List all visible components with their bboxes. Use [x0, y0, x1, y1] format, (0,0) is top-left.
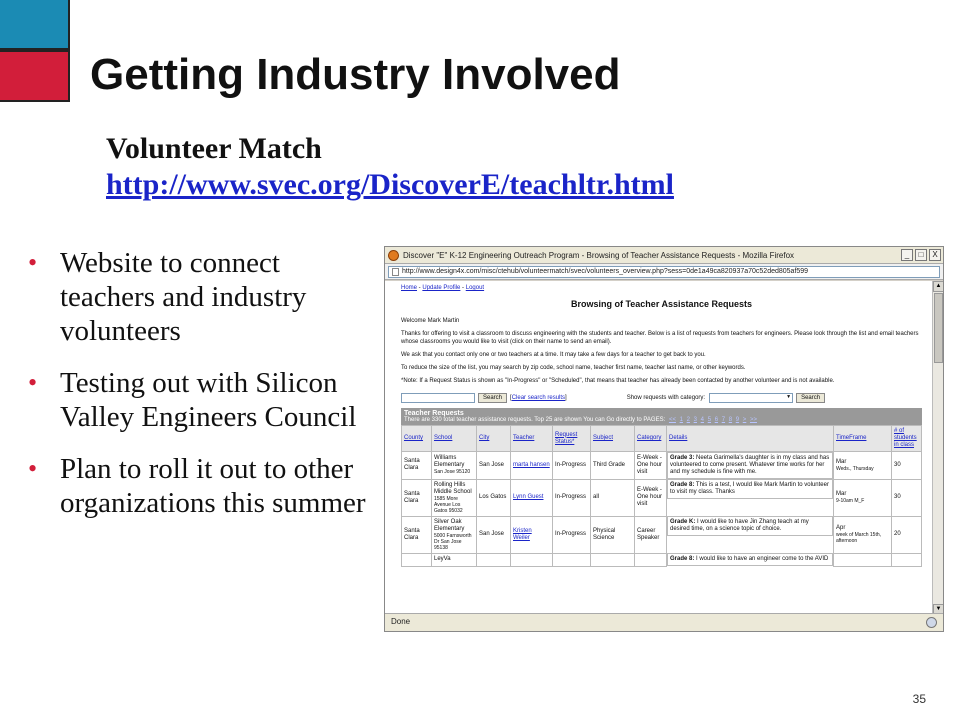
page-link-first[interactable]: <<: [668, 417, 676, 423]
maximize-button[interactable]: □: [915, 249, 927, 261]
status-text: Done: [391, 617, 411, 626]
column-header-county[interactable]: County: [404, 435, 424, 441]
bullet-dot-icon: •: [28, 368, 38, 397]
page-number: 35: [912, 692, 926, 706]
bullet-item: • Testing out with Silicon Valley Engineers Council: [28, 367, 357, 433]
search-input[interactable]: [401, 393, 475, 403]
page-link[interactable]: 6: [714, 417, 719, 423]
column-header-category[interactable]: Category: [637, 435, 662, 441]
firefox-icon: [388, 250, 399, 261]
home-link[interactable]: Home: [401, 285, 418, 291]
welcome-text: Welcome Mark Martin: [401, 318, 460, 324]
browser-titlebar: [385, 247, 943, 264]
close-button[interactable]: X: [929, 249, 941, 261]
url-text: http://www.design4x.com/misc/ctehub/volunteermatch/svec/volunteers_overview.php?sess=0de1a49ca820937a70c52ded805af599: [402, 267, 809, 275]
teacher-email-link[interactable]: Lynn Guest: [513, 494, 544, 500]
note-text: *Note: If a Request Status is shown as "In-Progress" or "Scheduled", that means that teacher has already been contacted by another volunteer and is not available.: [401, 378, 835, 384]
logout-link[interactable]: Logout: [465, 285, 485, 291]
category-select[interactable]: [709, 393, 793, 403]
page-content: [385, 281, 932, 615]
slide-subtitle: Volunteer Match: [106, 132, 322, 165]
page-link[interactable]: 2: [686, 417, 690, 423]
chevron-down-icon: ▼: [786, 394, 792, 400]
column-header-school[interactable]: School: [434, 435, 453, 441]
page-link-next[interactable]: >: [742, 417, 747, 423]
security-icon: [926, 617, 937, 628]
minimize-button[interactable]: _: [901, 249, 913, 261]
page-link[interactable]: 8: [728, 417, 733, 423]
table-title: Teacher Requests: [404, 410, 464, 417]
table-header-row: [402, 426, 922, 452]
page-icon: [392, 268, 399, 276]
page-link[interactable]: 4: [700, 417, 705, 423]
browser-window-title: Discover "E" K-12 Engineering Outreach Program - Browsing of Teacher Assistance Requests - Mozilla Firefox: [403, 250, 795, 260]
category-label: Show requests with category:: [626, 395, 706, 401]
column-header-city[interactable]: City: [479, 435, 490, 441]
clear-search-link[interactable]: Clear search results: [511, 395, 566, 401]
page-link[interactable]: 7: [721, 417, 726, 423]
page-heading: Browsing of Teacher Assistance Requests: [570, 299, 753, 309]
update-profile-link[interactable]: Update Profile: [422, 285, 461, 291]
address-bar: [385, 264, 943, 280]
intro-text: Thanks for offering to visit a classroom to discuss engineering with the students and teacher. Below is a list of requests from teachers for engineers. Please look through the list and email teachers whose classrooms you would like to visit (click on their name to send an email).: [401, 331, 919, 345]
bullet-dot-icon: •: [28, 248, 38, 277]
table-row: LeyVa Grade 8: I would like to have an engineer come to the AVID: [402, 553, 922, 566]
column-header-status[interactable]: Request Status*: [555, 431, 578, 445]
page-link[interactable]: 9: [735, 417, 740, 423]
vertical-scrollbar[interactable]: [932, 281, 944, 615]
table-row: Santa Clara Williams Elementary San Jose 95120 San Jose marta hansen In-Progress Third Grade E-Week - One hour visit Grade 3: Neeta Garimella's daughter is in my class and has volunteered to come present. Whatever time works for her and my schedule is fine with me. Mar Weds., Thursday 30: [402, 452, 922, 480]
bullet-dot-icon: •: [28, 454, 38, 483]
table-row: Santa Clara Rolling Hills Middle School 1585 More Avenue Los Gatos 95032 Los Gatos Lynn Guest In-Progress all E-Week - One hour visit Grade 8: This is a test, I would like Mark Martin to volunteer to visit my class. Thanks Mar 9-10am M_F 30: [402, 479, 922, 516]
reduce-text: To reduce the size of the list, you may search by zip code, school name, teacher first name, teacher last name, or other keywords.: [401, 365, 746, 371]
teacher-email-link[interactable]: marta hansen: [513, 461, 550, 468]
accent-square-blue: [0, 0, 70, 50]
bullet-list: [28, 246, 373, 538]
column-header-teacher[interactable]: Teacher: [513, 435, 535, 441]
bullet-item: • Plan to roll it out to other organizations this summer: [28, 453, 366, 519]
search-button[interactable]: Search: [478, 393, 507, 403]
url-input[interactable]: [388, 266, 940, 278]
teacher-requests-header: [401, 408, 922, 425]
page-link[interactable]: 5: [707, 417, 712, 423]
browser-status-bar: [385, 613, 943, 631]
column-header-details[interactable]: Details: [669, 435, 688, 441]
pagination: There are 330 total teacher assistance requests. Top 25 are shown You can Go directly to PAGES: << 1 2 3 4 5 6 7 8 9 > >>: [404, 417, 757, 423]
accent-square-red: [0, 50, 70, 102]
requests-table: [401, 425, 922, 567]
teacher-email-link[interactable]: Kristen Weiler: [513, 527, 532, 541]
category-search-button[interactable]: Search: [796, 393, 825, 403]
nav-links: Home - Update Profile - Logout: [401, 285, 485, 291]
scroll-up-icon[interactable]: ▲: [933, 281, 944, 292]
page-link[interactable]: 1: [679, 417, 683, 423]
scroll-down-icon[interactable]: ▼: [933, 604, 944, 615]
browser-screenshot: [384, 246, 944, 632]
slide-title: Getting Industry Involved: [90, 50, 621, 99]
column-header-timeframe[interactable]: TimeFrame: [836, 435, 867, 441]
page-link-last[interactable]: >>: [749, 417, 757, 423]
bullet-item: • Website to connect teachers and industry volunteers: [28, 247, 307, 347]
page-link[interactable]: 3: [693, 417, 697, 423]
search-row: Search [ Clear search results ] Show requests with category: ▼ Search: [401, 392, 922, 404]
ask-text: We ask that you contact only one or two teachers at a time. It may take a few days for a teacher to get back to you.: [401, 352, 706, 358]
table-row: Santa Clara Silver Oak Elementary 5000 Farnsworth Dr San Jose 95138 San Jose Kristen Weiler In-Progress Physical Science Career Speaker Grade K: I would like to have Jin Zhang teach at my desired time, on a science topic of choice. Apr week of March 15th, afternoon 20: [402, 516, 922, 553]
volunteer-match-link[interactable]: http://www.svec.org/DiscoverE/teachltr.html: [106, 168, 674, 201]
column-header-students[interactable]: # of students in class: [894, 428, 917, 448]
column-header-subject[interactable]: Subject: [593, 435, 614, 441]
scroll-thumb[interactable]: [934, 293, 943, 363]
